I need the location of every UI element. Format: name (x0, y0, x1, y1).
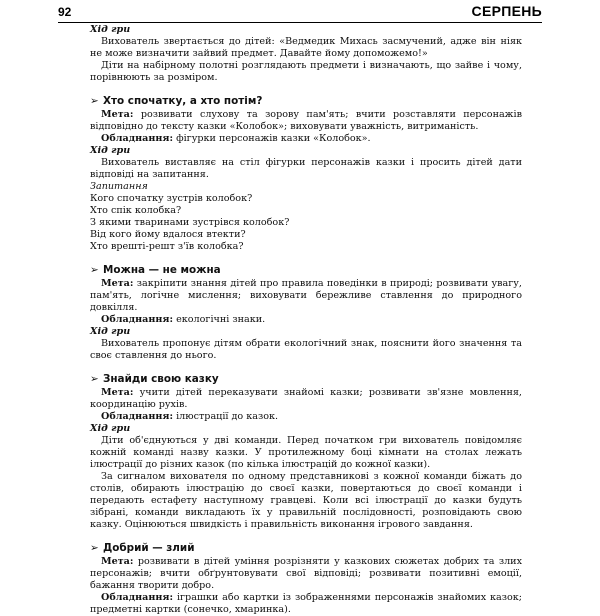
header-rule (58, 22, 542, 23)
questions-heading: Запитання (90, 181, 148, 192)
arrow-bullet-icon: ➢ (90, 542, 99, 554)
section-title: ➢ Можна — не можна (90, 264, 221, 276)
question-item: Кого спочатку зустрів колобок? (90, 193, 253, 204)
question-item: Від кого йому вдалося втекти? (90, 229, 246, 240)
running-title: СЕРПЕНЬ (471, 3, 542, 19)
paragraph: Вихователь пропонує дітям обрати екологічний знак, пояснити його значення та своє ставлення до нього. (90, 338, 522, 361)
question-item: Хто спік колобка? (90, 205, 182, 216)
arrow-bullet-icon: ➢ (90, 373, 99, 385)
equipment-paragraph: Обладнання: екологічні знаки. (101, 314, 266, 325)
equipment-paragraph: Обладнання: фігурки персонажів казки «Колобок». (101, 133, 371, 144)
game-flow-heading: Хід гри (90, 145, 131, 156)
paragraph: За сигналом вихователя по одному представникові з кожної команди біжать до столів, обирають ілюстрацію до своєї казки, повертаються до своєї команди і передають естафету наступному гравцеві. Коли всі ілюстрації до казки будуть зібрані, команди викладають їх у правильній послідовності, розповідають свою казку. Оцінюються швидкість і правильність виконання ігрового завдання. (90, 471, 522, 530)
goal-paragraph: Мета: розвивати слухову та зорову пам'ять; вчити розставляти персонажів відповідно до тексту казки «Колобок»; виховувати уважність, витриманість. (90, 109, 522, 132)
question-item: З якими тваринами зустрівся колобок? (90, 217, 290, 228)
paragraph: Вихователь виставляє на стіл фігурки персонажів казки і просить дітей дати відповіді на запитання. (90, 157, 522, 180)
equipment-paragraph: Обладнання: іграшки або картки із зображеннями персонажів знайомих казок; предметні картки (сонечко, хмаринка). (90, 592, 522, 615)
section-title: ➢ Хто спочатку, а хто потім? (90, 95, 263, 107)
paragraph: Діти об'єднуються у дві команди. Перед початком гри вихователь повідомляє кожній команді назву казки. У протилежному боці кімнати на столах лежать ілюстрації до різних казок (по кілька ілюстрацій до кожної казки). (90, 435, 522, 470)
page-content (90, 24, 522, 616)
page-header (58, 2, 542, 24)
goal-paragraph: Мета: закріпити знання дітей про правила поведінки в природі; розвивати увагу, пам'ять, логічне мислення; виховувати бережливе ставлення до природного довкілля. (90, 278, 522, 313)
paragraph: Вихователь звертається до дітей: «Ведмедик Михась засмучений, адже він ніяк не може визначити зайвий предмет. Давайте йому допоможемо!» (90, 36, 522, 59)
game-flow-heading: Хід гри (90, 423, 131, 434)
arrow-bullet-icon: ➢ (90, 95, 99, 107)
goal-paragraph: Мета: розвивати в дітей уміння розрізняти у казкових сюжетах добрих та злих персонажів; вчити обґрунтовувати свої відповіді; розвивати позитивні емоції, бажання творити добро. (90, 556, 522, 591)
equipment-paragraph: Обладнання: ілюстрації до казок. (101, 411, 279, 422)
section-title: ➢ Знайди свою казку (90, 373, 219, 385)
arrow-bullet-icon: ➢ (90, 264, 99, 276)
question-item: Хто врешті-решт з'їв колобка? (90, 241, 244, 252)
game-flow-heading: Хід гри (90, 326, 131, 337)
goal-paragraph: Мета: учити дітей переказувати знайомі казки; розвивати зв'язне мовлення, координацію рухів. (90, 387, 522, 410)
section-title: ➢ Добрий — злий (90, 542, 195, 554)
game-flow-heading: Хід гри (90, 24, 131, 35)
paragraph: Діти на набірному полотні розглядають предмети і визначають, що зайве і чому, порівнюють за розміром. (90, 60, 522, 83)
page-number: 92 (58, 5, 72, 19)
